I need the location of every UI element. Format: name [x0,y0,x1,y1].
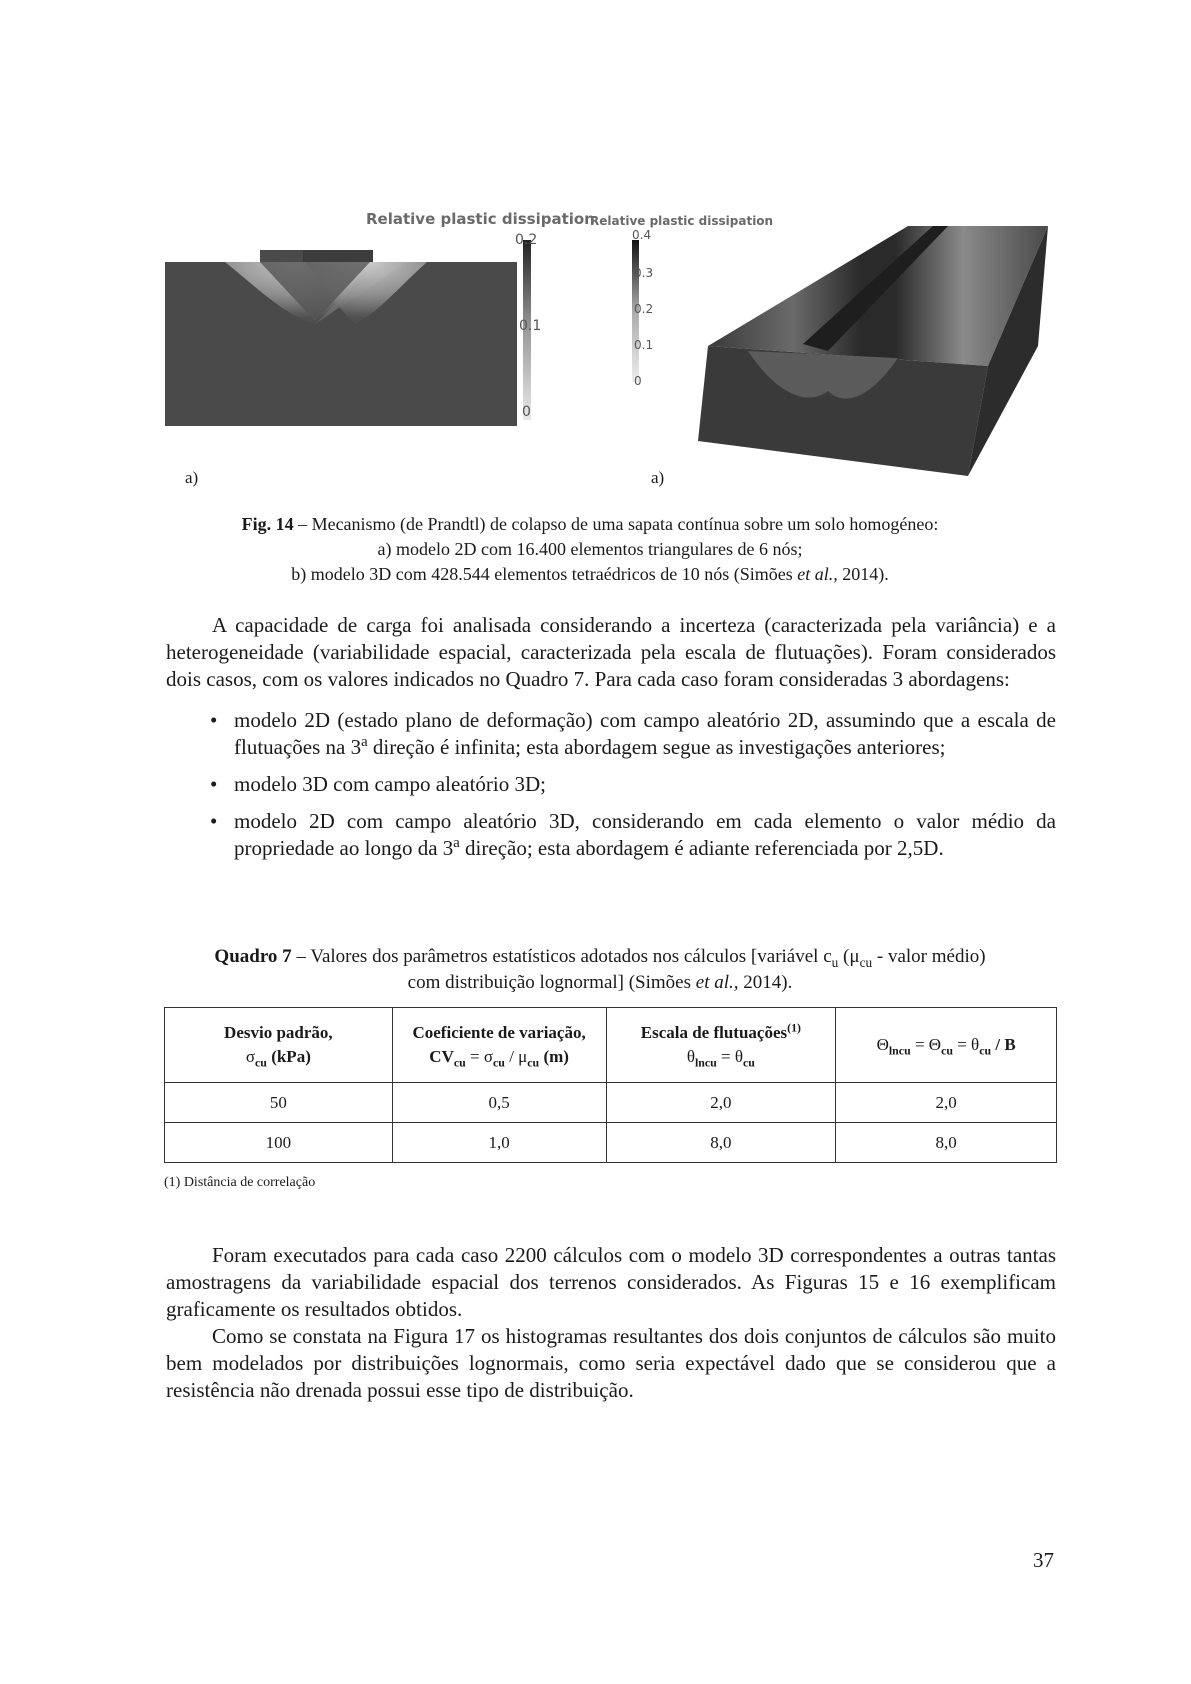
figure-2d-model [165,210,595,456]
colorbar-tick: 0.1 [519,318,542,334]
list-item: • modelo 3D com campo aleatório 3D; [210,771,1056,798]
table-row [165,1123,1057,1163]
figure-label: Fig. 14 [241,514,294,534]
colorbar-tick: 0.3 [634,266,654,280]
table-cell: 8,0 [836,1123,1057,1163]
caption-et-al: et al., [797,564,838,584]
subfigure-label-a: a) [185,468,199,487]
colorbar-tick: 0 [522,404,531,420]
table-cell: 50 [165,1083,393,1123]
colorbar-tick: 0.2 [634,302,654,316]
table-cell: 1,0 [392,1123,606,1163]
colorbar-title: Relative plastic dissipation [590,214,774,228]
table-cell: 2,0 [836,1083,1057,1123]
table-cell: 8,0 [606,1123,836,1163]
caption-line1: – Mecanismo (de Prandtl) de colapso de uma sapata contínua sobre um solo homogéneo: [293,514,939,534]
colorbar-tick: 0 [634,374,642,388]
page-number: 37 [1033,1548,1054,1572]
table-label: Quadro 7 [214,946,292,967]
table-cell: 0,5 [392,1083,606,1123]
body-section-1 [166,612,1056,872]
statistics-table [164,1007,1057,1163]
colorbar-tick: 0.4 [632,228,652,242]
table-footnote: (1) Distância de correlação [164,1175,316,1190]
table-caption: Quadro 7 – Valores dos parâmetros estatísticos adotados nos cálculos [variável $c_u$ ($\mu_{cu}$ - valor médio) com distribuição lognormal] (Simões et al., 2014). [214,946,986,993]
colorbar-tick: 0.1 [634,338,654,352]
subfigure-label-b: a) [651,468,665,487]
table-row [165,1083,1057,1123]
colorbar-title: Relative plastic dissipation [366,210,595,228]
column-header: Desvio padrão, $\sigma_{cu}$ (kPa) [165,1008,393,1083]
caption-line2: a) modelo 2D com 16.400 elementos triangulares de 6 nós; [377,539,803,559]
paragraph: A capacidade de carga foi analisada considerando a incerteza (caracterizada pela variância) e a heterogeneidade (variabilidade espacial, caracterizada pela escala de flutuações). Foram considerados dois casos, com os valores indicados no Quadro 7. Para cada caso foram consideradas 3 abordagens: [166,613,1056,691]
plastic-dissipation-3d-image [628,226,1058,486]
column-header: Coeficiente de variação, $CV_{cu} = \sigma_{cu} / \mu_{cu}$ (m) [392,1008,606,1083]
paragraph: Como se constata na Figura 17 os histogramas resultantes dos dois conjuntos de cálculos são muito bem modelados por distribuições lognormais, como seria expectável dado que se considerou que a resistência não drenada possui esse tipo de distribuição. [166,1324,1056,1402]
approaches-list [210,707,1056,862]
column-header: $\Theta_{lncu} = \Theta_{cu} = \theta_{cu} / B$ [836,1008,1057,1083]
caption-line3-end: 2014). [837,564,889,584]
table-cell: 2,0 [606,1083,836,1123]
list-item: • modelo 2D (estado plano de deformação) com campo aleatório 2D, assumindo que a escala de flutuações na 3$^a$ direção é infinita; esta abordagem segue as investigações anteriores; [210,707,1056,761]
figure-caption [190,512,990,587]
table-header-row [165,1008,1057,1083]
caption-line3: b) modelo 3D com 428.544 elementos tetraédricos de 10 nós (Simões [291,564,798,584]
body-section-2 [166,1242,1056,1404]
figure-3d-model [590,214,1058,486]
list-item: • modelo 2D com campo aleatório 3D, considerando em cada elemento o valor médio da propriedade ao longo da 3$^a$ direção; esta abordagem é adiante referenciada por 2,5D. [210,808,1056,862]
table-cell: 100 [165,1123,393,1163]
plastic-dissipation-2d-image [165,226,585,456]
colorbar-tick: 0.2 [515,232,538,248]
paragraph: Foram executados para cada caso 2200 cálculos com o modelo 3D correspondentes a outras tantas amostragens da variabilidade espacial dos terrenos considerados. As Figuras 15 e 16 exemplificam graficamente os resultados obtidos. [166,1243,1056,1321]
column-header: Escala de flutuações$^{(1)}$ $\theta_{lncu} = \theta_{cu}$ [606,1008,836,1083]
